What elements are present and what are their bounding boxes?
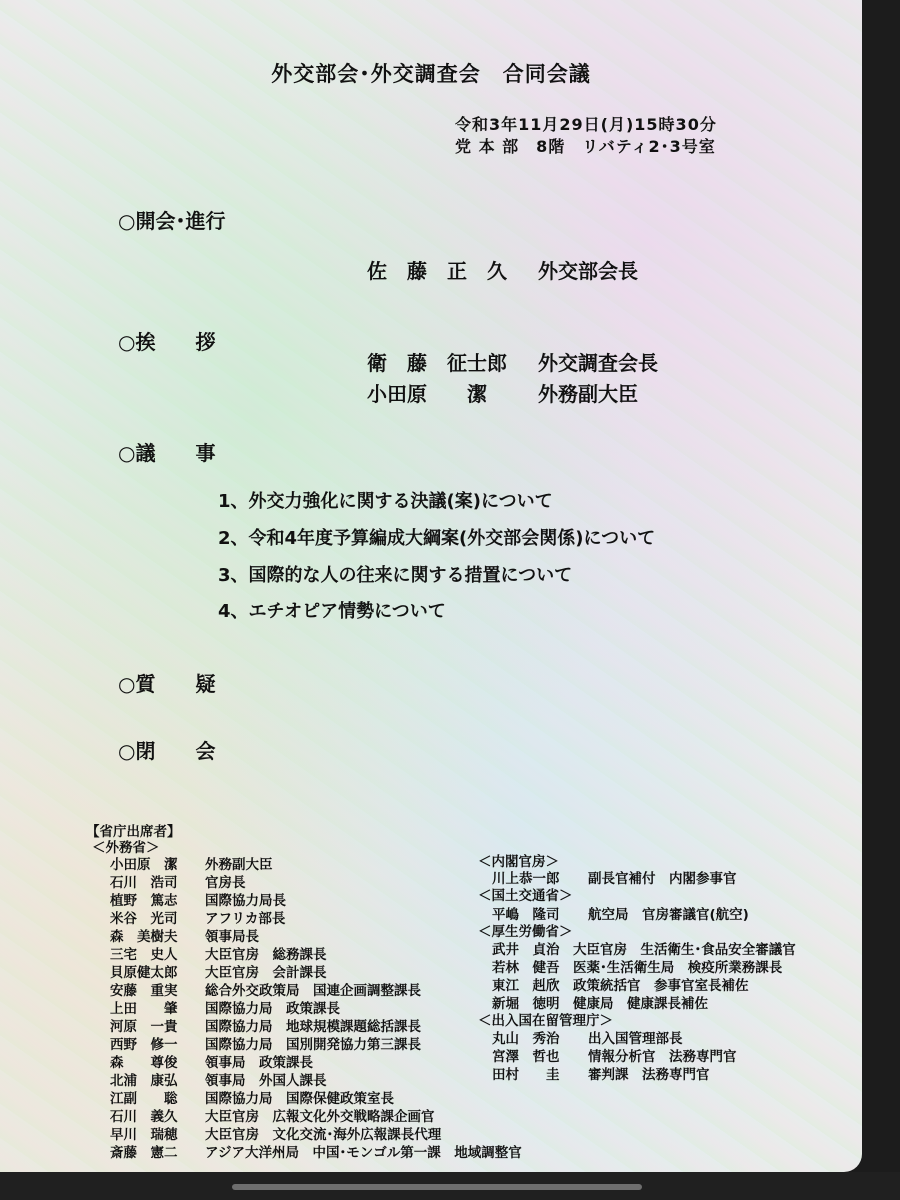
- meeting-place: 党 本 部 8階 リバティ2･3号室: [455, 137, 716, 156]
- attendee-title: 大臣官房 広報文化外交戦略課企画官: [205, 1109, 435, 1125]
- agenda-item: 3、国際的な人の往来に関する措置について: [218, 565, 573, 586]
- attendee-name: 若林 健吾: [492, 960, 560, 976]
- attendee-title: 大臣官房 生活衛生･食品安全審議官: [573, 942, 796, 958]
- attendee-name: 東江 赳欣: [492, 978, 560, 994]
- attendee-name: 石川 義久: [110, 1109, 178, 1125]
- attendee-title: アジア大洋州局 中国･モンゴル第一課 地域調整官: [205, 1145, 522, 1161]
- attendee-title: 航空局 官房審議官(航空): [588, 907, 749, 923]
- attendee-name: 三宅 史人: [110, 947, 178, 963]
- agenda-item: 1、外交力強化に関する決議(案)について: [218, 491, 553, 512]
- attendee-title: 国際協力局長: [205, 893, 286, 909]
- opening-speaker-title: 外交部会長: [538, 259, 638, 283]
- attendees-heading: 【省庁出席者】: [86, 824, 181, 840]
- attendee-title: 総合外交政策局 国連企画調整課長: [205, 983, 421, 999]
- attendee-title: 情報分析官 法務専門官: [588, 1049, 737, 1065]
- attendee-name: 丸山 秀治: [492, 1031, 560, 1047]
- attendee-name: 川上恭一郎: [492, 871, 560, 887]
- attendee-name: 早川 瑞穂: [110, 1127, 178, 1143]
- section-qa-heading: ○質 疑: [118, 672, 216, 696]
- attendee-name: 森 美樹夫: [110, 929, 178, 945]
- attendee-name: 植野 篤志: [110, 893, 178, 909]
- agenda-item: 4、エチオピア情勢について: [218, 601, 446, 622]
- meeting-date: 令和3年11月29日(月)15時30分: [455, 115, 717, 134]
- attendee-title: 国際協力局 国際保健政策室長: [205, 1091, 394, 1107]
- attendee-title: 大臣官房 会計課長: [205, 965, 327, 981]
- agenda-item: 2、令和4年度予算編成大綱案(外交部会関係)について: [218, 528, 656, 549]
- attendee-title: 副長官補付 内閣参事官: [588, 871, 737, 887]
- section-agenda-heading: ○議 事: [118, 441, 216, 465]
- attendee-title: 国際協力局 政策課長: [205, 1001, 340, 1017]
- attendee-name: 上田 肇: [110, 1001, 178, 1017]
- group-label: ＜国土交通省＞: [478, 888, 573, 904]
- document-title: 外交部会･外交調査会 合同会議: [271, 62, 591, 86]
- greeting-speaker-name: 衛 藤 征士郎: [367, 351, 507, 375]
- attendee-name: 小田原 潔: [110, 857, 178, 873]
- attendee-name: 貝原健太郎: [110, 965, 178, 981]
- attendee-name: 北浦 康弘: [110, 1073, 178, 1089]
- attendee-title: 国際協力局 地球規模課題総括課長: [205, 1019, 421, 1035]
- section-closing-heading: ○閉 会: [118, 739, 216, 763]
- attendee-title: 国際協力局 国別開発協力第三課長: [205, 1037, 421, 1053]
- section-greeting-heading: ○挨 拶: [118, 330, 216, 354]
- attendee-title: 出入国管理部長: [588, 1031, 683, 1047]
- attendee-name: 石川 浩司: [110, 875, 178, 891]
- attendee-name: 田村 圭: [492, 1067, 560, 1083]
- attendee-title: 領事局長: [205, 929, 259, 945]
- home-indicator[interactable]: [232, 1184, 642, 1190]
- section-opening-heading: ○開会･進行: [118, 209, 226, 233]
- attendee-title: 大臣官房 文化交流･海外広報課長代理: [205, 1127, 442, 1143]
- opening-speaker-name: 佐 藤 正 久: [367, 259, 507, 283]
- attendee-title: アフリカ部長: [205, 911, 286, 927]
- attendee-name: 米谷 光司: [110, 911, 178, 927]
- group-label: ＜出入国在留管理庁＞: [478, 1013, 613, 1029]
- attendee-title: 領事局 政策課長: [205, 1055, 313, 1071]
- attendee-name: 斎藤 憲二: [110, 1145, 178, 1161]
- attendee-name: 西野 修一: [110, 1037, 178, 1053]
- attendee-name: 江副 聡: [110, 1091, 178, 1107]
- attendee-title: 医薬･生活衛生局 検疫所業務課長: [573, 960, 783, 976]
- attendee-name: 武井 貞治: [492, 942, 560, 958]
- group-label: ＜厚生労働省＞: [478, 924, 573, 940]
- attendee-name: 宮澤 哲也: [492, 1049, 560, 1065]
- attendee-name: 平嶋 隆司: [492, 907, 560, 923]
- greeting-speaker-name: 小田原 潔: [367, 382, 487, 406]
- attendee-title: 大臣官房 総務課長: [205, 947, 327, 963]
- attendee-title: 官房長: [205, 875, 246, 891]
- group-label: ＜内閣官房＞: [478, 854, 559, 870]
- attendee-title: 政策統括官 参事官室長補佐: [573, 978, 749, 994]
- group-label-mofa: ＜外務省＞: [92, 840, 160, 856]
- attendee-title: 審判課 法務専門官: [588, 1067, 710, 1083]
- attendee-name: 新堀 徳明: [492, 996, 560, 1012]
- attendee-name: 安藤 重実: [110, 983, 178, 999]
- greeting-speaker-title: 外務副大臣: [538, 382, 638, 406]
- attendee-title: 健康局 健康課長補佐: [573, 996, 708, 1012]
- attendee-title: 領事局 外国人課長: [205, 1073, 327, 1089]
- attendee-name: 森 尊俊: [110, 1055, 178, 1071]
- greeting-speaker-title: 外交調査会長: [538, 351, 658, 375]
- attendee-title: 外務副大臣: [205, 857, 273, 873]
- attendee-name: 河原 一貴: [110, 1019, 178, 1035]
